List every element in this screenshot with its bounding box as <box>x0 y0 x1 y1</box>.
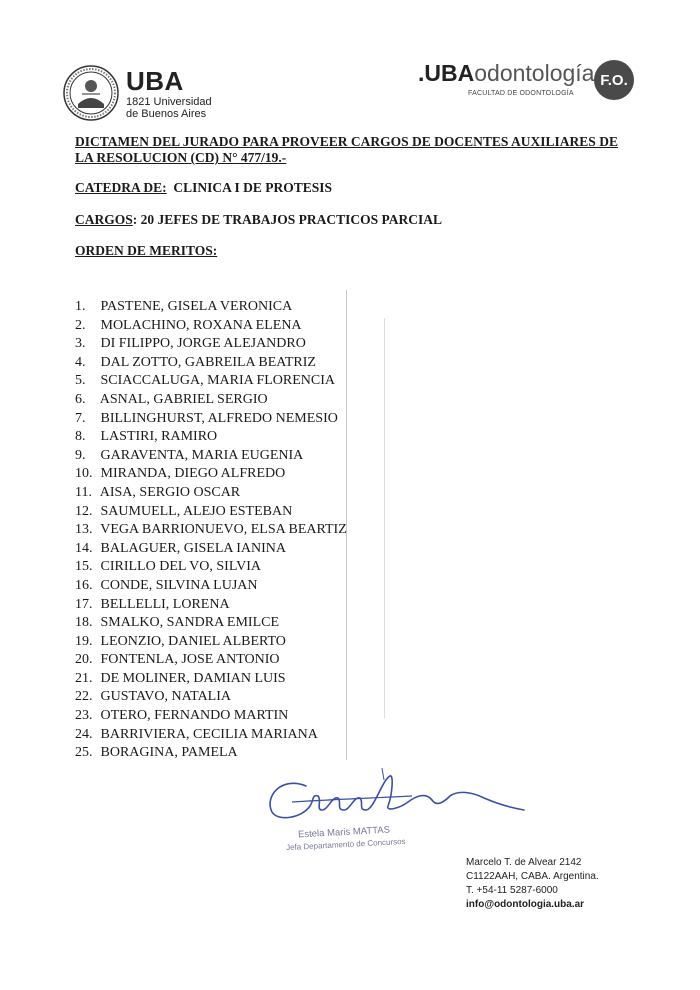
scan-line <box>384 318 385 718</box>
ranking-name: CONDE, SILVINA LUJAN <box>100 577 258 593</box>
ranking-item <box>75 596 347 615</box>
ranking-item <box>75 744 347 763</box>
ranking-item <box>75 372 347 391</box>
fo-badge-icon: F.O. <box>594 60 634 100</box>
ranking-item <box>75 614 347 633</box>
signature-icon <box>262 766 532 826</box>
ranking-name: BALAGUER, GISELA IANINA <box>100 540 286 556</box>
cargos-value: : 20 JEFES DE TRABAJOS PRACTICOS PARCIAL <box>132 212 443 227</box>
ranking-number: 14. <box>75 540 93 556</box>
uba-name: UBA <box>126 66 184 96</box>
ranking-number: 15. <box>75 559 93 575</box>
ranking-item <box>75 354 347 373</box>
address-phone: T. +54-11 5287-6000 <box>466 885 558 896</box>
ranking-name: DI FILIPPO, JORGE ALEJANDRO <box>100 336 306 352</box>
ranking-name: CIRILLO DEL VO, SILVIA <box>100 559 261 575</box>
ranking-number: 7. <box>75 410 86 426</box>
address-street: Marcelo T. de Alvear 2142 <box>466 857 582 868</box>
ranking-list <box>75 298 347 763</box>
ranking-item <box>75 707 347 726</box>
ranking-item <box>75 447 347 466</box>
uba-subtitle <box>126 96 212 120</box>
ranking-name: MIRANDA, DIEGO ALFREDO <box>100 466 286 482</box>
ranking-item <box>75 726 347 745</box>
ranking-name: SMALKO, SANDRA EMILCE <box>100 615 280 631</box>
ranking-number: 22. <box>75 689 93 705</box>
signature-name: Estela Maris MATTAS <box>297 824 391 841</box>
ranking-name: PASTENE, GISELA VERONICA <box>100 299 293 314</box>
ranking-number: 21. <box>75 670 93 686</box>
ranking-item <box>75 503 347 522</box>
ranking-number: 13. <box>75 522 93 538</box>
ranking-number: 5. <box>75 373 86 389</box>
ranking-name: BILLINGHURST, ALFREDO NEMESIO <box>100 410 338 426</box>
ranking-number: 25. <box>75 745 93 761</box>
ranking-item <box>75 521 347 540</box>
ranking-number: 24. <box>75 726 93 742</box>
ranking-number: 20. <box>75 652 93 668</box>
uba-logo <box>62 64 222 124</box>
ranking-item <box>75 670 347 689</box>
ranking-name: AISA, SERGIO OSCAR <box>99 484 241 500</box>
ranking-name: DE MOLINER, DAMIAN LUIS <box>100 670 286 686</box>
ranking-number: 4. <box>75 354 86 370</box>
fo-title-word: odontología <box>474 60 595 86</box>
ranking-number: 10. <box>75 466 93 482</box>
ranking-item <box>75 298 347 317</box>
catedra-field <box>75 180 332 196</box>
ranking-name: SCIACCALUGA, MARIA FLORENCIA <box>100 373 336 389</box>
ranking-number: 8. <box>75 429 86 445</box>
ranking-name: LEONZIO, DANIEL ALBERTO <box>100 633 286 649</box>
ranking-item <box>75 428 347 447</box>
ranking-item <box>75 317 347 336</box>
address-block <box>466 856 599 912</box>
address-city: C1122AAH, CABA. Argentina. <box>466 871 599 882</box>
catedra-value: CLINICA I DE PROTESIS <box>173 180 333 195</box>
cargos-field <box>75 212 442 228</box>
ranking-name: LASTIRI, RAMIRO <box>100 429 218 445</box>
ranking-name: BORAGINA, PAMELA <box>100 745 238 761</box>
ranking-number: 1. <box>75 299 86 314</box>
document-title: DICTAMEN DEL JURADO PARA PROVEER CARGOS DE DOCENTES AUXILIARES DE LA RESOLUCION (CD) N° 477/19.- <box>75 134 618 165</box>
ranking-item <box>75 410 347 429</box>
ranking-item <box>75 651 347 670</box>
signature-role: Jefa Departamento de Concursos <box>285 836 406 853</box>
ranking-item <box>75 465 347 484</box>
ranking-number: 12. <box>75 503 93 519</box>
fo-title-prefix: .UBA <box>418 60 475 86</box>
fo-title <box>418 60 594 87</box>
ranking-name: FONTENLA, JOSE ANTONIO <box>100 652 280 668</box>
ranking-item <box>75 335 347 354</box>
uba-subtitle-line2: de Buenos Aires <box>126 108 207 120</box>
ranking-number: 2. <box>75 317 86 333</box>
ranking-name: MOLACHINO, ROXANA ELENA <box>100 317 302 333</box>
cargos-label: CARGOS <box>75 212 133 227</box>
ranking-item <box>75 540 347 559</box>
ranking-name: SAUMUELL, ALEJO ESTEBAN <box>100 503 293 519</box>
ranking-number: 18. <box>75 615 93 631</box>
ranking-name: GUSTAVO, NATALIA <box>100 689 231 705</box>
ranking-item <box>75 633 347 652</box>
ranking-number: 6. <box>75 391 86 407</box>
ranking-number: 19. <box>75 633 93 649</box>
ranking-name: BARRIVIERA, CECILIA MARIANA <box>100 726 318 742</box>
ranking-item <box>75 577 347 596</box>
orden-meritos-label: ORDEN DE MERITOS: <box>75 243 218 258</box>
address-email: info@odontologia.uba.ar <box>466 899 585 910</box>
ranking-number: 23. <box>75 708 93 724</box>
ranking-number: 16. <box>75 577 93 593</box>
fo-subtitle: FACULTAD DE ODONTOLOGÍA <box>468 90 574 97</box>
ranking-item <box>75 391 347 410</box>
ranking-number: 3. <box>75 336 86 352</box>
ranking-number: 9. <box>75 447 86 463</box>
ranking-number: 11. <box>75 484 92 500</box>
ranking-name: BELLELLI, LORENA <box>100 596 230 612</box>
ranking-name: VEGA BARRIONUEVO, ELSA BEARTIZ <box>100 522 347 538</box>
fo-logo <box>418 60 643 110</box>
ranking-name: GARAVENTA, MARIA EUGENIA <box>100 447 304 463</box>
uba-subtitle-line1: 1821 Universidad <box>126 96 212 108</box>
ranking-name: DAL ZOTTO, GABREILA BEATRIZ <box>100 354 316 370</box>
ranking-item <box>75 484 347 503</box>
ranking-name: OTERO, FERNANDO MARTIN <box>100 708 289 724</box>
ranking-item <box>75 558 347 577</box>
uba-seal-icon <box>62 64 120 122</box>
ranking-name: ASNAL, GABRIEL SERGIO <box>99 391 268 407</box>
ranking-number: 17. <box>75 596 93 612</box>
catedra-label: CATEDRA DE: <box>75 180 167 195</box>
ranking-item <box>75 688 347 707</box>
